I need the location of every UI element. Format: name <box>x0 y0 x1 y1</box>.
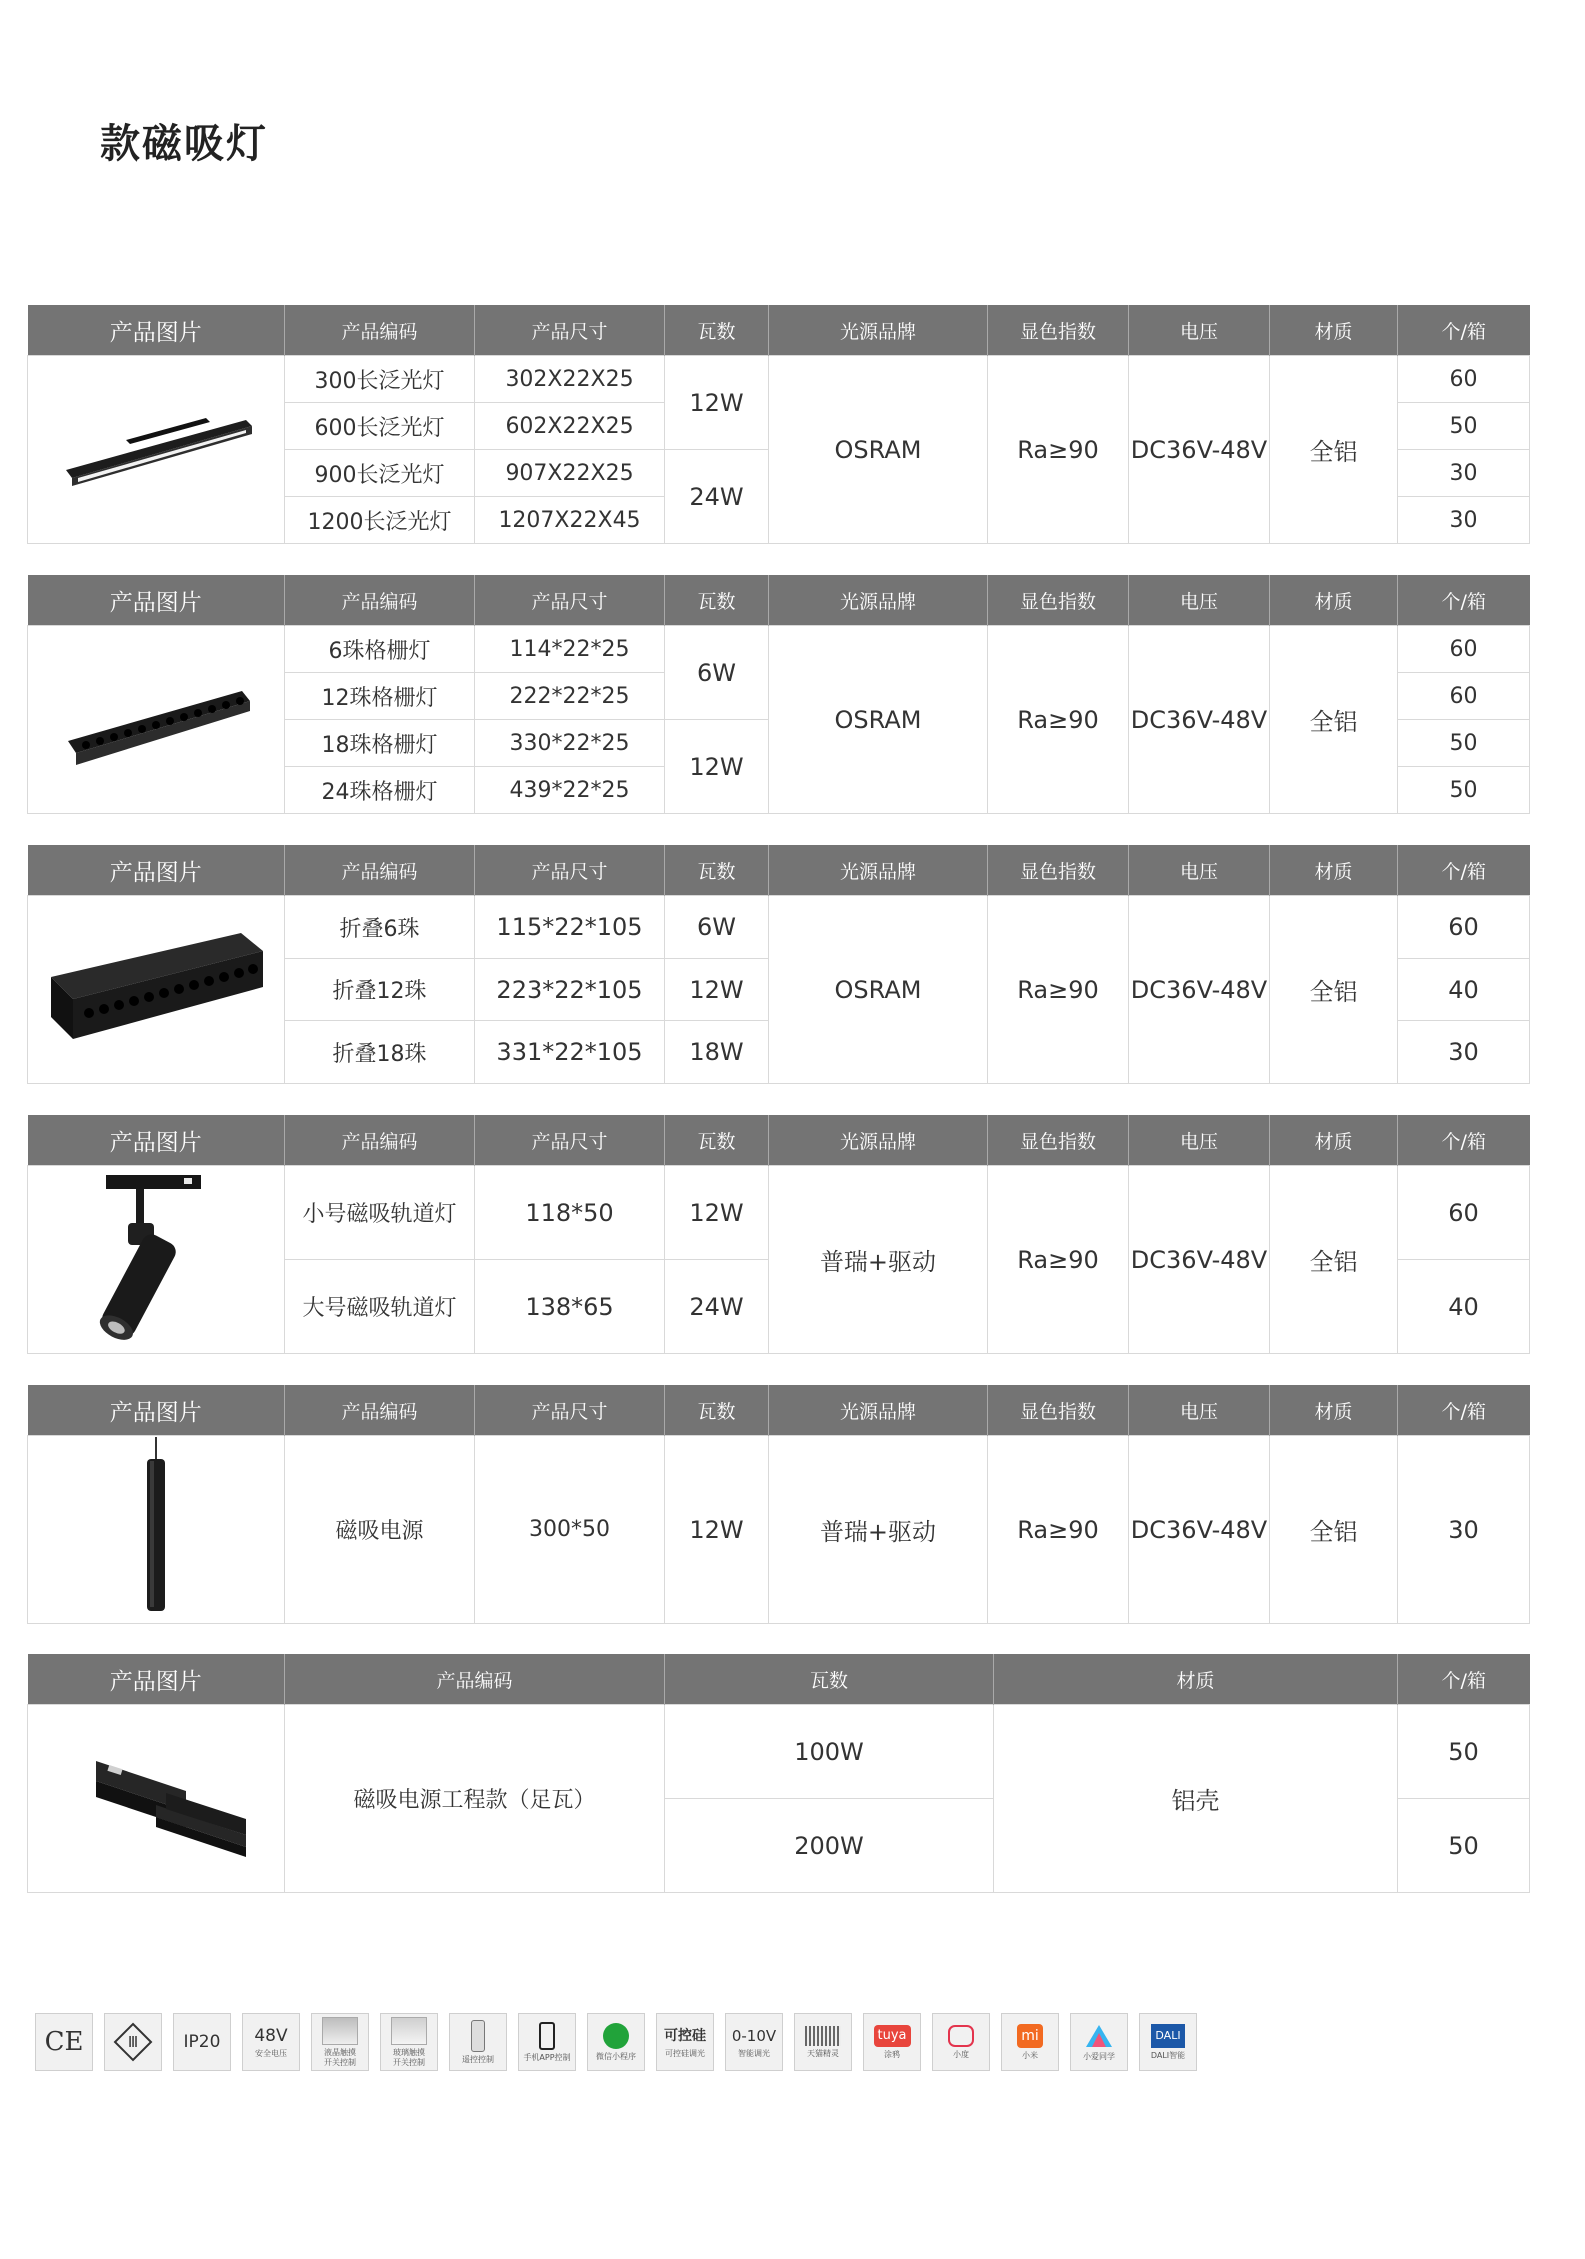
xiaodu-icon: 小度 <box>932 2013 990 2071</box>
grille-light-image <box>56 657 256 777</box>
header-voltage: 电压 <box>1129 1385 1270 1436</box>
phone-app-icon: 手机APP控制 <box>518 2013 576 2071</box>
class-iii-icon: Ⅲ <box>104 2013 162 2071</box>
product-table-track-spot <box>27 1115 1530 1354</box>
lcd-switch-icon: 液晶触摸 开关控制 <box>311 2013 369 2071</box>
size-cell: 115*22*105 <box>475 896 665 959</box>
product-image <box>28 896 285 1084</box>
size-cell: 118*50 <box>475 1166 665 1260</box>
size-cell: 222*22*25 <box>475 673 665 720</box>
size-cell: 907X22X25 <box>475 450 665 497</box>
material-cell: 铝壳 <box>994 1705 1398 1893</box>
code-cell: 900长泛光灯 <box>285 450 475 497</box>
xiaomi-icon: mi 小米 <box>1001 2013 1059 2071</box>
size-cell: 331*22*105 <box>475 1021 665 1084</box>
voltage-cell: DC36V-48V <box>1129 626 1270 814</box>
xiaoai-shape <box>1084 2023 1114 2049</box>
brand-cell: 普瑞+驱动 <box>769 1436 988 1624</box>
dimming-0-10v-icon: 0-10V 智能调光 <box>725 2013 783 2071</box>
folding-light-image <box>41 917 271 1057</box>
header-size: 产品尺寸 <box>475 845 665 896</box>
table-row <box>28 1166 1530 1260</box>
header-image: 产品图片 <box>28 575 285 626</box>
code-cell: 300长泛光灯 <box>285 356 475 403</box>
header-qty: 个/箱 <box>1398 1385 1530 1436</box>
size-cell: 302X22X25 <box>475 356 665 403</box>
header-cri: 显色指数 <box>988 575 1129 626</box>
cri-cell: Ra≥90 <box>988 1166 1129 1354</box>
qty-cell: 60 <box>1398 896 1530 959</box>
watt-cell: 24W <box>665 1260 769 1354</box>
product-image <box>28 1436 285 1624</box>
qty-cell: 60 <box>1398 356 1530 403</box>
header-brand: 光源品牌 <box>769 575 988 626</box>
product-table-pendant <box>27 1385 1530 1624</box>
header-qty: 个/箱 <box>1398 305 1530 356</box>
track-spot-image <box>76 1167 236 1347</box>
product-table-linear-flood <box>27 305 1530 544</box>
voltage-48v-icon: 48V 安全电压 <box>242 2013 300 2071</box>
qty-cell: 40 <box>1398 959 1530 1021</box>
voltage-cell: DC36V-48V <box>1129 896 1270 1084</box>
header-code: 产品编码 <box>285 845 475 896</box>
header-watt: 瓦数 <box>665 305 769 356</box>
code-cell: 大号磁吸轨道灯 <box>285 1260 475 1354</box>
qty-cell: 50 <box>1398 767 1530 814</box>
material-cell: 全铝 <box>1270 1166 1398 1354</box>
product-image <box>28 1166 285 1354</box>
watt-cell: 18W <box>665 1021 769 1084</box>
linear-light-image <box>56 392 256 502</box>
header-image: 产品图片 <box>28 1385 285 1436</box>
wechat-mini-icon: 微信小程序 <box>587 2013 645 2071</box>
header-code: 产品编码 <box>285 575 475 626</box>
product-image <box>28 356 285 544</box>
header-cri: 显色指数 <box>988 845 1129 896</box>
code-cell: 折叠18珠 <box>285 1021 475 1084</box>
header-watt: 瓦数 <box>665 845 769 896</box>
header-image: 产品图片 <box>28 845 285 896</box>
header-brand: 光源品牌 <box>769 305 988 356</box>
header-brand: 光源品牌 <box>769 1115 988 1166</box>
header-cri: 显色指数 <box>988 1385 1129 1436</box>
voltage-cell: DC36V-48V <box>1129 1436 1270 1624</box>
xiaoai-icon: 小爱同学 <box>1070 2013 1128 2071</box>
header-size: 产品尺寸 <box>475 575 665 626</box>
qty-cell: 50 <box>1398 1705 1530 1799</box>
product-table-grille <box>27 575 1530 814</box>
header-qty: 个/箱 <box>1398 1654 1530 1705</box>
qty-cell: 50 <box>1398 720 1530 767</box>
dali-icon: DALI DALI智能 <box>1139 2013 1197 2071</box>
qty-cell: 30 <box>1398 1021 1530 1084</box>
code-cell: 6珠格栅灯 <box>285 626 475 673</box>
header-voltage: 电压 <box>1129 1115 1270 1166</box>
ip20-icon: IP20 <box>173 2013 231 2071</box>
feature-icon-strip <box>35 2013 1197 2071</box>
table-header <box>28 575 1530 626</box>
product-image <box>28 1705 285 1893</box>
table-header <box>28 1115 1530 1166</box>
tuya-icon: tuya 涂鸦 <box>863 2013 921 2071</box>
header-size: 产品尺寸 <box>475 1385 665 1436</box>
watt-cell: 12W <box>665 1166 769 1260</box>
header-material: 材质 <box>1270 1115 1398 1166</box>
qty-cell: 60 <box>1398 626 1530 673</box>
header-code: 产品编码 <box>285 1115 475 1166</box>
header-brand: 光源品牌 <box>769 845 988 896</box>
header-code: 产品编码 <box>285 305 475 356</box>
brand-cell: 普瑞+驱动 <box>769 1166 988 1354</box>
header-size: 产品尺寸 <box>475 305 665 356</box>
table-row <box>28 626 1530 673</box>
header-watt: 瓦数 <box>665 1115 769 1166</box>
header-cri: 显色指数 <box>988 1115 1129 1166</box>
header-material: 材质 <box>1270 305 1398 356</box>
code-cell: 折叠12珠 <box>285 959 475 1021</box>
code-cell: 折叠6珠 <box>285 896 475 959</box>
table-header <box>28 1385 1530 1436</box>
header-watt: 瓦数 <box>665 1654 994 1705</box>
code-cell: 磁吸电源 <box>285 1436 475 1624</box>
header-code: 产品编码 <box>285 1385 475 1436</box>
table-header <box>28 845 1530 896</box>
table-row <box>28 1436 1530 1624</box>
watt-cell: 200W <box>665 1799 994 1893</box>
header-cri: 显色指数 <box>988 305 1129 356</box>
material-cell: 全铝 <box>1270 626 1398 814</box>
header-brand: 光源品牌 <box>769 1385 988 1436</box>
cri-cell: Ra≥90 <box>988 356 1129 544</box>
qty-cell: 30 <box>1398 497 1530 544</box>
watt-cell: 12W <box>665 356 769 450</box>
code-cell: 1200长泛光灯 <box>285 497 475 544</box>
qty-cell: 50 <box>1398 1799 1530 1893</box>
size-cell: 602X22X25 <box>475 403 665 450</box>
header-material: 材质 <box>994 1654 1398 1705</box>
code-cell: 12珠格栅灯 <box>285 673 475 720</box>
product-image <box>28 626 285 814</box>
size-cell: 1207X22X45 <box>475 497 665 544</box>
remote-icon: 遥控控制 <box>449 2013 507 2071</box>
size-cell: 114*22*25 <box>475 626 665 673</box>
brand-cell: OSRAM <box>769 896 988 1084</box>
material-cell: 全铝 <box>1270 356 1398 544</box>
qty-cell: 30 <box>1398 1436 1530 1624</box>
ce-icon: CE <box>35 2013 93 2071</box>
header-material: 材质 <box>1270 1385 1398 1436</box>
header-image: 产品图片 <box>28 1654 285 1705</box>
qty-cell: 30 <box>1398 450 1530 497</box>
header-voltage: 电压 <box>1129 305 1270 356</box>
watt-cell: 12W <box>665 720 769 814</box>
brand-cell: OSRAM <box>769 626 988 814</box>
table-row <box>28 1705 1530 1799</box>
header-voltage: 电压 <box>1129 575 1270 626</box>
qty-cell: 40 <box>1398 1260 1530 1354</box>
size-cell: 439*22*25 <box>475 767 665 814</box>
material-cell: 全铝 <box>1270 1436 1398 1624</box>
watt-cell: 100W <box>665 1705 994 1799</box>
table-row <box>28 896 1530 959</box>
product-table-folding <box>27 845 1530 1084</box>
product-table-power-supply <box>27 1654 1530 1893</box>
code-cell: 24珠格栅灯 <box>285 767 475 814</box>
code-cell: 磁吸电源工程款（足瓦） <box>285 1705 665 1893</box>
header-code: 产品编码 <box>285 1654 665 1705</box>
code-cell: 600长泛光灯 <box>285 403 475 450</box>
size-cell: 223*22*105 <box>475 959 665 1021</box>
header-material: 材质 <box>1270 575 1398 626</box>
code-cell: 小号磁吸轨道灯 <box>285 1166 475 1260</box>
scr-dimming-icon: 可控硅 可控硅调光 <box>656 2013 714 2071</box>
qty-cell: 50 <box>1398 403 1530 450</box>
code-cell: 18珠格栅灯 <box>285 720 475 767</box>
cri-cell: Ra≥90 <box>988 1436 1129 1624</box>
material-cell: 全铝 <box>1270 896 1398 1084</box>
table-header <box>28 305 1530 356</box>
glass-switch-icon: 玻璃触摸 开关控制 <box>380 2013 438 2071</box>
table-header <box>28 1654 1530 1705</box>
watt-cell: 6W <box>665 896 769 959</box>
header-size: 产品尺寸 <box>475 1115 665 1166</box>
qty-cell: 60 <box>1398 1166 1530 1260</box>
cri-cell: Ra≥90 <box>988 626 1129 814</box>
page-title: 款磁吸灯 <box>100 121 268 167</box>
size-cell: 138*65 <box>475 1260 665 1354</box>
power-supply-image <box>56 1731 256 1861</box>
header-image: 产品图片 <box>28 305 285 356</box>
size-cell: 330*22*25 <box>475 720 665 767</box>
header-watt: 瓦数 <box>665 1385 769 1436</box>
watt-cell: 6W <box>665 626 769 720</box>
header-voltage: 电压 <box>1129 845 1270 896</box>
pendant-light-image <box>126 1437 186 1617</box>
header-material: 材质 <box>1270 845 1398 896</box>
voltage-cell: DC36V-48V <box>1129 1166 1270 1354</box>
header-watt: 瓦数 <box>665 575 769 626</box>
voltage-cell: DC36V-48V <box>1129 356 1270 544</box>
brand-cell: OSRAM <box>769 356 988 544</box>
header-image: 产品图片 <box>28 1115 285 1166</box>
table-row <box>28 356 1530 403</box>
qty-cell: 60 <box>1398 673 1530 720</box>
watt-cell: 24W <box>665 450 769 544</box>
tmall-genie-icon: 天猫精灵 <box>794 2013 852 2071</box>
watt-cell: 12W <box>665 1436 769 1624</box>
header-qty: 个/箱 <box>1398 845 1530 896</box>
cri-cell: Ra≥90 <box>988 896 1129 1084</box>
header-qty: 个/箱 <box>1398 1115 1530 1166</box>
header-qty: 个/箱 <box>1398 575 1530 626</box>
watt-cell: 12W <box>665 959 769 1021</box>
size-cell: 300*50 <box>475 1436 665 1624</box>
